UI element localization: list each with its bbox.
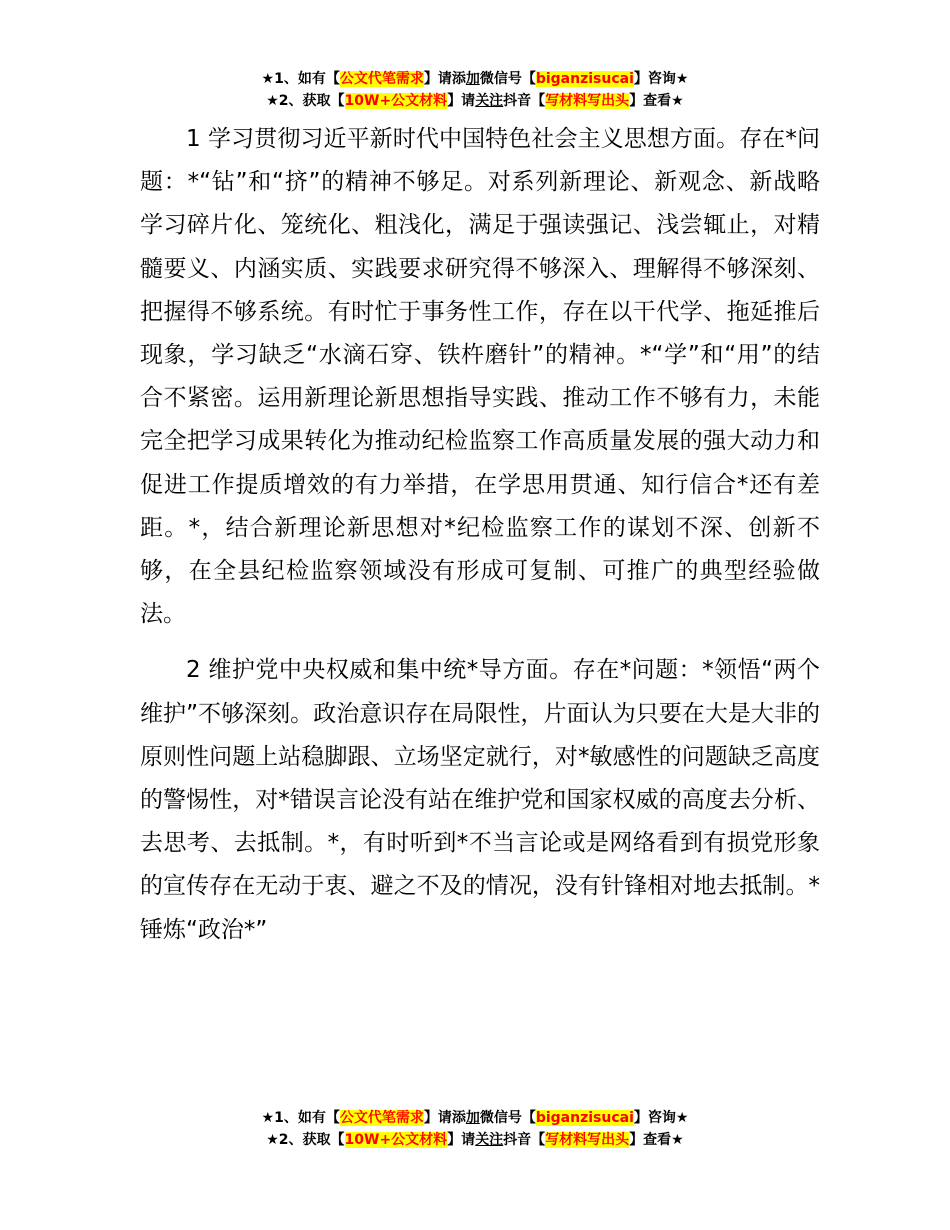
banner-line-2: [0, 1129, 950, 1151]
paragraph-party-authority: 2 维护党中央权威和集中统*导方面。存在*问题：*领悟“两个维护”不够深刻。政治意识存在局限性，片面认为只要在大是大非的原则性问题上站稳脚跟、立场坚定就行，对*敏感性的问题缺乏高度的警惕性，对*错误言论没有站在维护党和国家权威的高度去分析、去思考、去抵制。*，有时听到*不当言论或是网络看到有损党形象的宣传存在无动于衷、避之不及的情况，没有针锋相对地去抵制。*锤炼“政治*”: [140, 657, 820, 943]
banner-underlined-text: 加: [465, 71, 480, 87]
highlight-douyin-account: 写材料写出头: [545, 1132, 630, 1148]
banner-line-1: [0, 1107, 950, 1129]
highlight-douyin-account: 写材料写出头: [545, 93, 630, 109]
banner-line-2: [0, 90, 950, 112]
banner-text: 】查看★: [629, 93, 684, 109]
footer-banner: [0, 1107, 950, 1151]
document-body: [140, 118, 820, 952]
banner-text: ★2、获取【: [266, 1132, 345, 1148]
banner-underlined-text: 关注: [475, 1132, 504, 1148]
banner-text: 微信号【: [479, 1110, 536, 1126]
banner-text: 】咨询★: [633, 1110, 689, 1126]
banner-text: ★2、获取【: [266, 93, 345, 109]
banner-text: 抖音【: [503, 1132, 546, 1148]
banner-text: 】请: [447, 1132, 476, 1148]
highlight-ghostwriting: 公文代笔需求: [339, 71, 424, 87]
banner-text: ★1、如有【: [261, 1110, 340, 1126]
highlight-materials: 10W+公文材料: [344, 93, 448, 109]
banner-text: 】请: [447, 93, 476, 109]
banner-underlined-text: 关注: [475, 93, 504, 109]
banner-text: 抖音【: [503, 93, 546, 109]
header-banner: [0, 68, 950, 112]
banner-text: 】请添: [423, 1110, 466, 1126]
banner-underlined-text: 加: [465, 1110, 480, 1126]
banner-text: 微信号【: [479, 71, 536, 87]
banner-text: 】咨询★: [633, 71, 689, 87]
highlight-wechat-id: biganzisucai: [535, 1110, 634, 1126]
banner-text: ★1、如有【: [261, 71, 340, 87]
banner-text: 】查看★: [629, 1132, 684, 1148]
banner-text: 】请添: [423, 71, 466, 87]
highlight-ghostwriting: 公文代笔需求: [339, 1110, 424, 1126]
highlight-wechat-id: biganzisucai: [535, 71, 634, 87]
paragraph-study-thought: 1 学习贯彻习近平新时代中国特色社会主义思想方面。存在*问题：*“钻”和“挤”的精神不够足。对系列新理论、新观念、新战略学习碎片化、笼统化、粗浅化，满足于强读强记、浅尝辄止，对精髓要义、内涵实质、实践要求研究得不够深入、理解得不够深刻、把握得不够系统。有时忙于事务性工作，存在以干代学、拖延推后现象，学习缺乏“水滴石穿、铁杵磨针”的精神。*“学”和“用”的结合不紧密。运用新理论新思想指导实践、推动工作不够有力，未能完全把学习成果转化为推动纪检监察工作高质量发展的强大动力和促进工作提质增效的有力举措，在学思用贯通、知行信合*还有差距。*，结合新理论新思想对*纪检监察工作的谋划不深、创新不够，在全县纪检监察领域没有形成可复制、可推广的典型经验做法。: [140, 126, 820, 628]
highlight-materials: 10W+公文材料: [344, 1132, 448, 1148]
banner-line-1: [0, 68, 950, 90]
